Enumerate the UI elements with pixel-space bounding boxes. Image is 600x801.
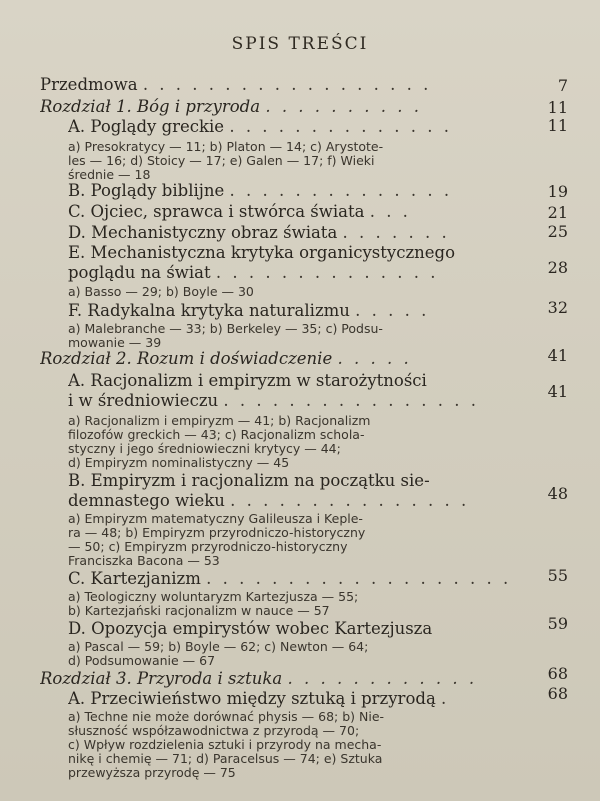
toc-entry bbox=[68, 118, 452, 136]
toc-label: D. Opozycja empirystów wobec Kartezjusza bbox=[68, 620, 433, 638]
toc-entry bbox=[68, 392, 479, 410]
subentry-line: a) Teologiczny woluntaryzm Kartezjusza — 55; bbox=[68, 590, 359, 604]
subentry-line: przewyższa przyrodę — 75 bbox=[68, 766, 236, 780]
toc-entry bbox=[68, 182, 452, 200]
subentry-line: a) Empiryzm matematyczny Galileusza i Keple- bbox=[68, 512, 363, 526]
leader-dots: . . . . . . . bbox=[342, 224, 450, 242]
toc-label: C. Kartezjanizm bbox=[68, 570, 201, 588]
subentry-line: a) Techne nie może dorównać physis — 68; b) Nie- bbox=[68, 710, 385, 724]
page-number: 28 bbox=[547, 258, 568, 277]
page-title: SPIS TREŚCI bbox=[231, 34, 369, 54]
leader-dots: . . . . . . . . . . bbox=[265, 98, 422, 116]
subentry-line: a) Racjonalizm i empiryzm — 41; b) Racjonalizm bbox=[68, 414, 371, 428]
page-number: 55 bbox=[547, 566, 568, 585]
toc-label: Rozdział 1. Bóg i przyroda bbox=[40, 98, 261, 116]
subentry-line: ra — 48; b) Empiryzm przyrodniczo-historyczny bbox=[68, 526, 366, 540]
toc-entry bbox=[68, 492, 469, 510]
toc-entry: B. Empiryzm i racjonalizm na początku sie- bbox=[68, 472, 430, 490]
page-number: 68 bbox=[547, 684, 568, 703]
leader-dots: . . . . . bbox=[337, 350, 412, 368]
page-number: 25 bbox=[547, 222, 568, 241]
subentry-line: les — 16; d) Stoicy — 17; e) Galen — 17; f) Wieki bbox=[68, 154, 375, 168]
subentry-line: d) Empiryzm nominalistyczny — 45 bbox=[68, 456, 290, 470]
toc-label: A. Poglądy greckie bbox=[68, 118, 225, 136]
subentry-line: d) Podsumowanie — 67 bbox=[68, 654, 216, 668]
toc-label: C. Ojciec, sprawca i stwórca świata bbox=[68, 203, 365, 221]
subentry-line: styczny i jego średniowieczni krytycy — 44; bbox=[68, 442, 341, 456]
leader-dots: . . . . . . . . . . . . . . . . bbox=[223, 392, 479, 410]
toc-entry bbox=[68, 203, 411, 221]
leader-dots: . bbox=[441, 690, 450, 708]
subentry-line: a) Basso — 29; b) Boyle — 30 bbox=[68, 285, 254, 299]
toc-entry bbox=[68, 690, 449, 708]
page-number: 11 bbox=[547, 116, 568, 135]
chapter-heading bbox=[40, 350, 412, 368]
toc-label: B. Poglądy biblijne bbox=[68, 182, 225, 200]
leader-dots: . . . . . . . . . . . . . . bbox=[215, 264, 439, 282]
page-number: 41 bbox=[547, 346, 568, 365]
subentry-line: a) Malebranche — 33; b) Berkeley — 35; c) Podsu- bbox=[68, 322, 383, 336]
subentry-line: c) Wpływ rozdzielenia sztuki i przyrody na mecha- bbox=[68, 738, 382, 752]
toc-entry bbox=[68, 620, 432, 638]
chapter-heading bbox=[40, 98, 422, 116]
page-number: 59 bbox=[547, 614, 568, 633]
subentry-line: nikę i chemię — 71; d) Paracelsus — 74; e) Sztuka bbox=[68, 752, 383, 766]
toc-entry bbox=[68, 570, 511, 588]
subentry-line: Franciszka Bacona — 53 bbox=[68, 554, 220, 568]
page-number: 11 bbox=[547, 98, 568, 117]
toc-entry: A. Racjonalizm i empiryzm w starożytności bbox=[68, 372, 427, 390]
subentry-line: filozofów greckich — 43; c) Racjonalizm schola- bbox=[68, 428, 365, 442]
page-number: 7 bbox=[557, 76, 568, 95]
leader-dots: . . . bbox=[369, 203, 411, 221]
subentry-line: średnie — 18 bbox=[68, 168, 151, 182]
subentry-line: b) Kartezjański racjonalizm w nauce — 57 bbox=[68, 604, 330, 618]
subentry-line: słuszność współzawodnictwa z przyrodą — 70; bbox=[68, 724, 360, 738]
toc-entry bbox=[40, 76, 431, 94]
toc-entry bbox=[68, 224, 450, 242]
toc-label: A. Przeciwieństwo między sztuką i przyrodą bbox=[68, 690, 436, 708]
page-number: 21 bbox=[547, 203, 568, 222]
toc-label: i w średniowieczu bbox=[68, 392, 219, 410]
toc-label: demnastego wieku bbox=[68, 492, 225, 510]
page-number: 68 bbox=[547, 664, 568, 683]
subentry-line: — 50; c) Empiryzm przyrodniczo-historyczny bbox=[68, 540, 348, 554]
chapter-heading bbox=[40, 670, 477, 688]
leader-dots: . . . . . . . . . . . . . . . . . . . bbox=[206, 570, 512, 588]
toc-label: F. Radykalna krytyka naturalizmu bbox=[68, 302, 350, 320]
page-number: 48 bbox=[547, 484, 568, 503]
subentry-line: a) Presokratycy — 11; b) Platon — 14; c) Arystote- bbox=[68, 140, 384, 154]
toc-label: Przedmowa bbox=[40, 76, 138, 94]
leader-dots: . . . . . . . . . . . . . . . bbox=[230, 492, 470, 510]
leader-dots: . . . . . . . . . . . . . . bbox=[229, 118, 452, 136]
toc-label: Rozdział 2. Rozum i doświadczenie bbox=[40, 350, 333, 368]
toc-label: Rozdział 3. Przyroda i sztuka bbox=[40, 670, 283, 688]
page-number: 19 bbox=[547, 182, 568, 201]
subentry-line: a) Pascal — 59; b) Boyle — 62; c) Newton — 64; bbox=[68, 640, 369, 654]
leader-dots: . . . . . . . . . . . . bbox=[287, 670, 478, 688]
page-number: 41 bbox=[547, 382, 568, 401]
toc-entry bbox=[68, 264, 439, 282]
page-number: 32 bbox=[547, 298, 568, 317]
toc-entry: E. Mechanistyczna krytyka organicystycznego bbox=[68, 244, 456, 262]
leader-dots: . . . . . . . . . . . . . . bbox=[229, 182, 453, 200]
leader-dots: . . . . . bbox=[355, 302, 430, 320]
subentry-line: mowanie — 39 bbox=[68, 336, 162, 350]
toc-label: poglądu na świat bbox=[68, 264, 211, 282]
leader-dots: . . . . . . . . . . . . . . . . . . bbox=[142, 76, 432, 94]
toc-label: D. Mechanistyczny obraz świata bbox=[68, 224, 338, 242]
toc-entry bbox=[68, 302, 429, 320]
